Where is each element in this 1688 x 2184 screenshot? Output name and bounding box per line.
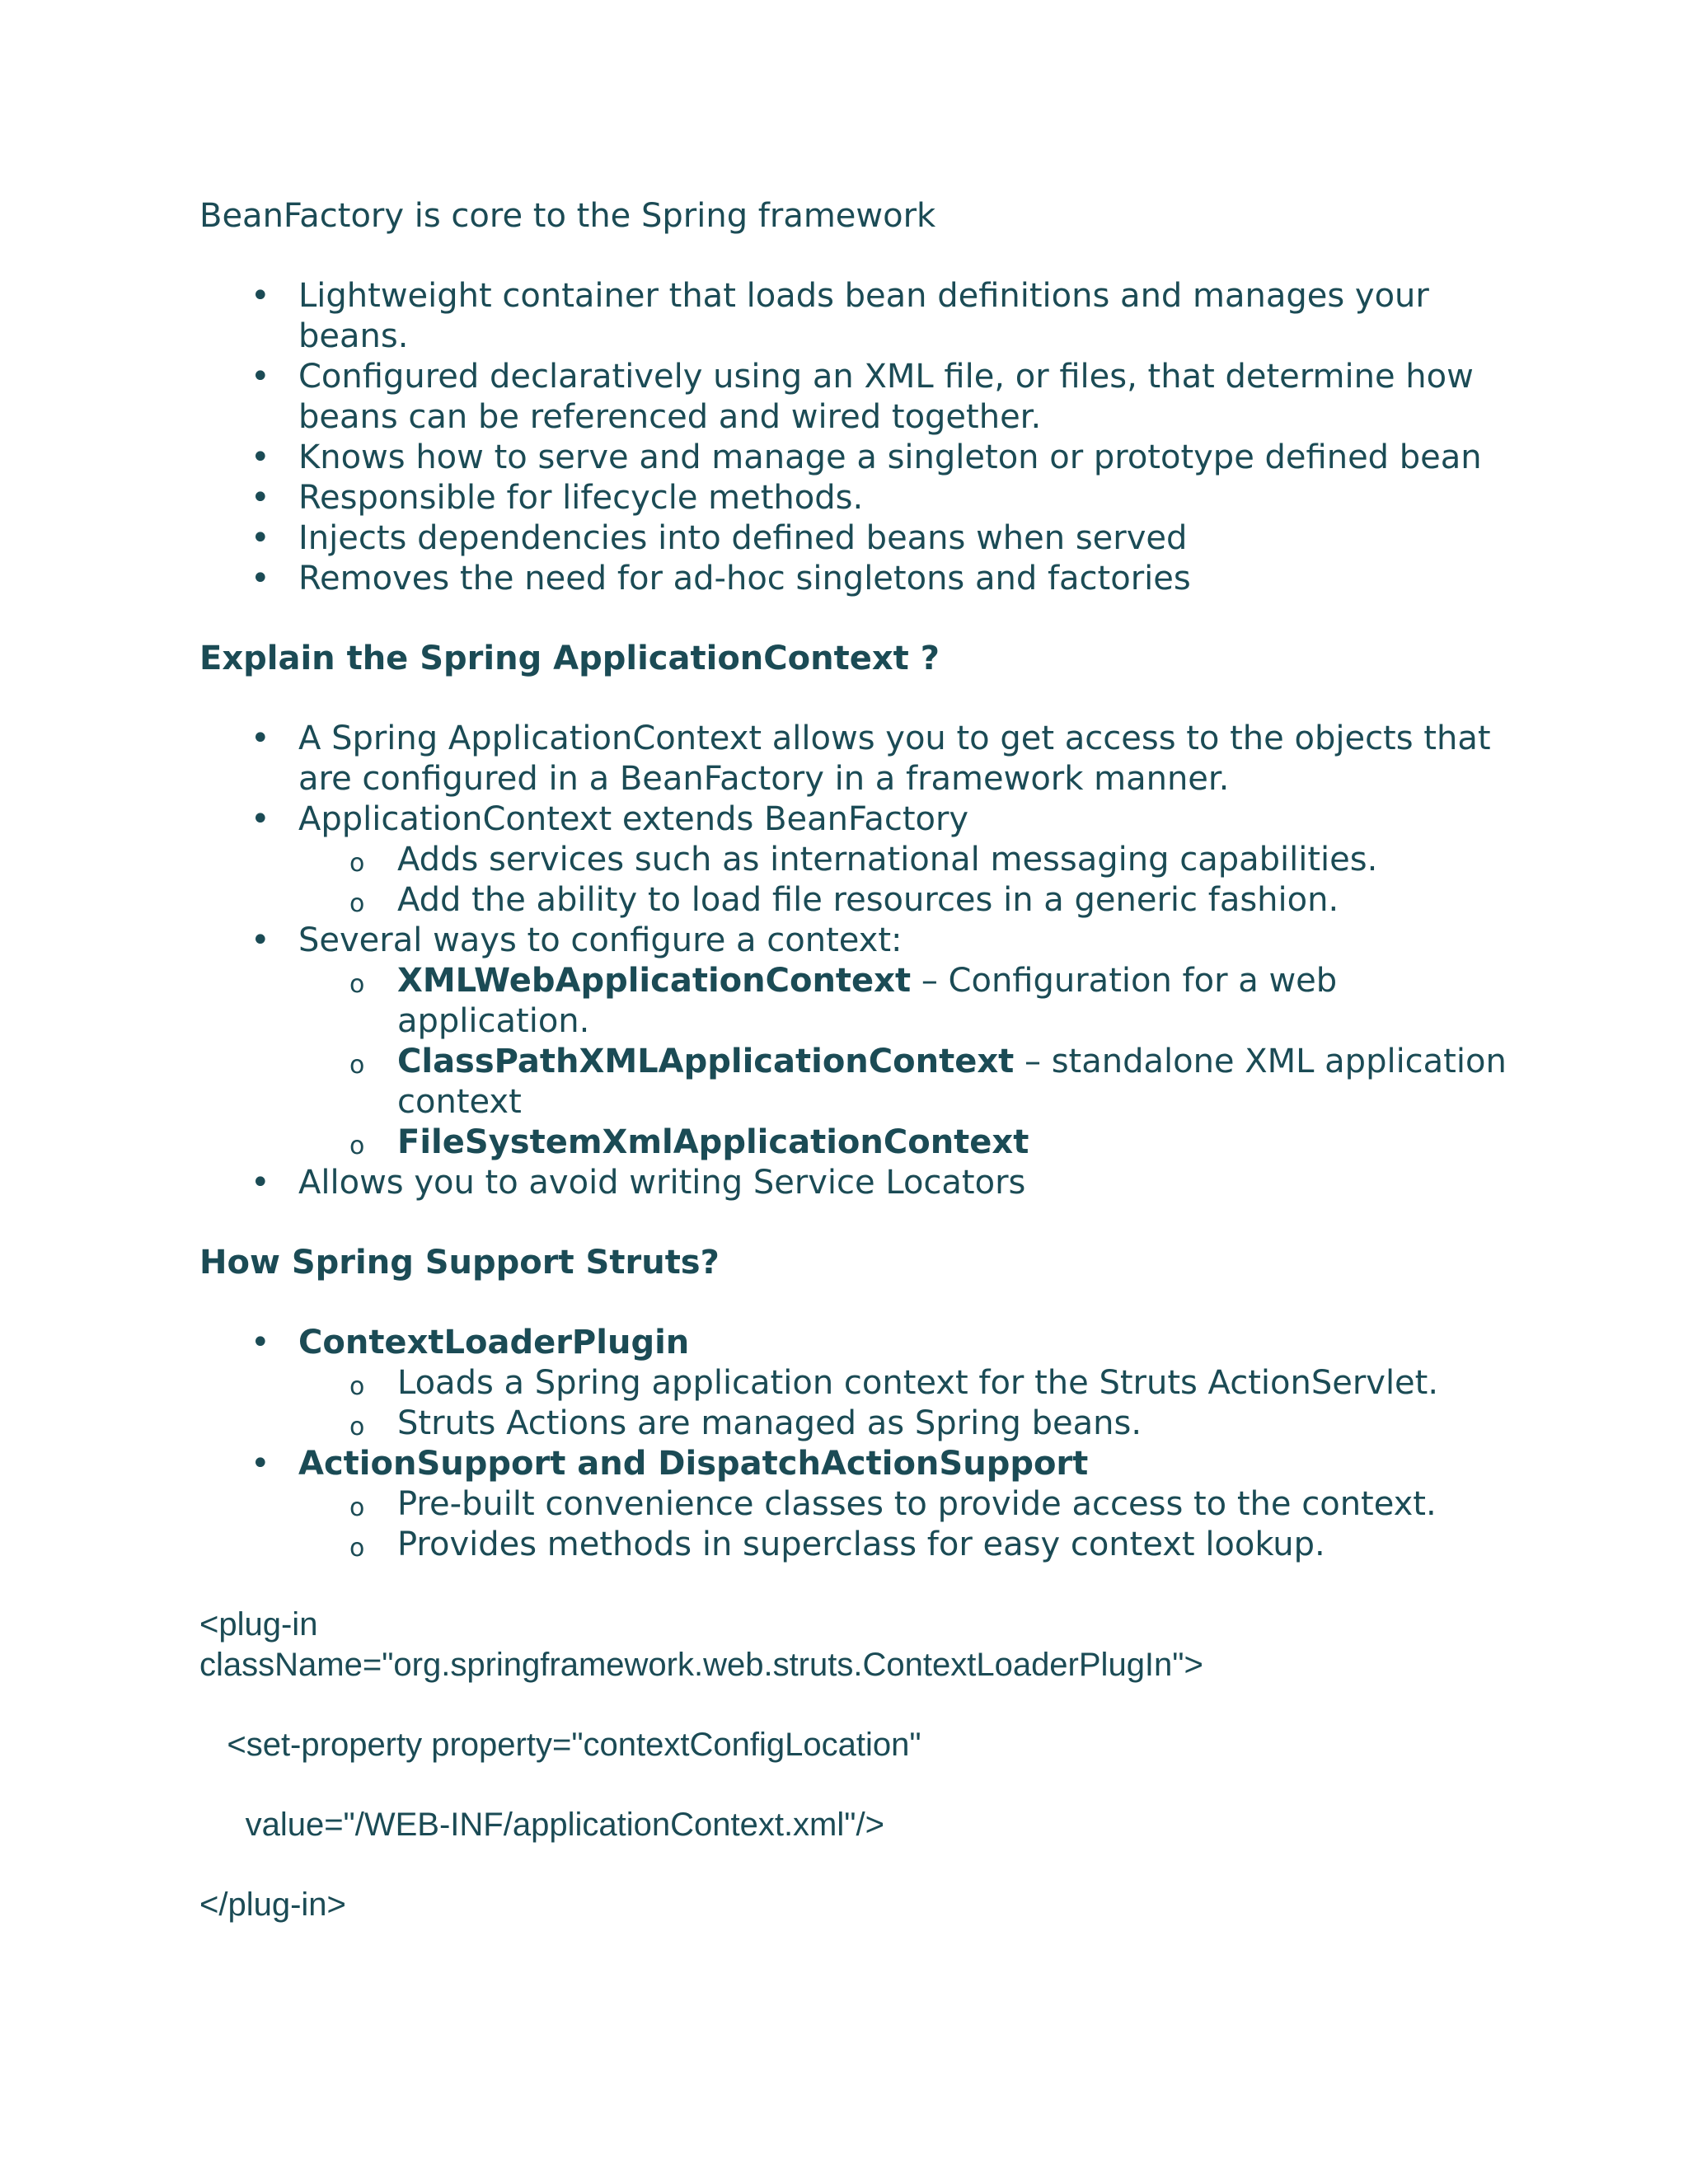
intro-text: BeanFactory is core to the Spring framework bbox=[199, 197, 936, 235]
applicationcontext-list bbox=[199, 719, 1510, 1203]
sub-list-item: o Pre-built convenience classes to provide access to the context. bbox=[298, 1484, 1510, 1525]
context-class-name: ClassPathXMLApplicationContext bbox=[397, 1043, 1015, 1080]
bullet-icon: • bbox=[251, 1445, 270, 1483]
list-item: • ActionSupport and DispatchActionSupport o Pre-built convenience classes to provide access to the context. o Provides methods in superclass for easy context lookup. bbox=[199, 1444, 1510, 1565]
circle-bullet-icon: o bbox=[349, 1132, 365, 1160]
struts-list bbox=[199, 1323, 1510, 1565]
beanfactory-list bbox=[199, 276, 1510, 599]
bullet-icon: • bbox=[251, 800, 270, 838]
code-line: className="org.springframework.web.struts.ContextLoaderPlugIn"> bbox=[199, 1647, 1203, 1683]
context-class-name: XMLWebApplicationContext bbox=[397, 962, 912, 1000]
circle-bullet-icon: o bbox=[349, 1413, 365, 1441]
list-item: • Configured declaratively using an XML file, or files, that determine how beans can be referenced and wired together. bbox=[251, 358, 1474, 436]
bullet-icon: • bbox=[251, 560, 270, 598]
bullet-icon: • bbox=[251, 921, 270, 959]
circle-bullet-icon: o bbox=[349, 1534, 365, 1563]
document-page bbox=[199, 196, 1510, 1925]
context-class-name: FileSystemXmlApplicationContext bbox=[397, 1123, 1029, 1161]
list-item: • Several ways to configure a context: o XMLWebApplicationContext – Configuration for a web application. o ClassPathXMLApplicationContext – standalone XML application context o FileSystemXmlApplicationContext bbox=[199, 921, 1510, 1163]
code-line: value="/WEB-INF/applicationContext.xml"/> bbox=[199, 1807, 884, 1843]
bullet-icon: • bbox=[251, 519, 270, 557]
bullet-icon: • bbox=[251, 719, 270, 757]
sub-list-item: o Loads a Spring application context for the Struts ActionServlet. bbox=[298, 1363, 1510, 1404]
circle-bullet-icon: o bbox=[349, 849, 365, 878]
sub-list bbox=[298, 1484, 1510, 1565]
code-line: <plug-in bbox=[199, 1606, 318, 1643]
bullet-icon: • bbox=[251, 1324, 270, 1361]
bullet-icon: • bbox=[251, 358, 270, 396]
sub-list-item bbox=[298, 1122, 1510, 1163]
list-item: • Knows how to serve and manage a singleton or prototype defined bean bbox=[251, 438, 1482, 476]
list-item: • Injects dependencies into defined beans when served bbox=[251, 519, 1188, 557]
bullet-icon: • bbox=[251, 277, 270, 315]
sub-list-item: o XMLWebApplicationContext – Configuration for a web application. bbox=[349, 962, 1338, 1040]
sub-list-item: o Add the ability to load file resources in a generic fashion. bbox=[298, 880, 1510, 921]
sub-list bbox=[298, 1363, 1510, 1444]
circle-bullet-icon: o bbox=[349, 1493, 365, 1522]
circle-bullet-icon: o bbox=[349, 889, 365, 918]
code-line: </plug-in> bbox=[199, 1886, 346, 1923]
sub-list-item: o Adds services such as international messaging capabilities. bbox=[298, 840, 1510, 880]
code-line: <set-property property="contextConfigLocation" bbox=[199, 1727, 921, 1763]
list-item: • ApplicationContext extends BeanFactory o Adds services such as international messaging capabilities. o Add the ability to load file resources in a generic fashion. bbox=[199, 799, 1510, 921]
sub-list-item: o ClassPathXMLApplicationContext – standalone XML application context bbox=[349, 1043, 1507, 1121]
section-heading-struts: How Spring Support Struts? bbox=[199, 1244, 720, 1282]
bullet-icon: • bbox=[251, 479, 270, 517]
xml-config-snippet bbox=[199, 1605, 1510, 1925]
section-heading-applicationcontext: Explain the Spring ApplicationContext ? bbox=[199, 640, 940, 677]
list-item: • Allows you to avoid writing Service Locators bbox=[251, 1164, 1026, 1202]
list-item: • ContextLoaderPlugin o Loads a Spring application context for the Struts ActionServlet. o Struts Actions are managed as Spring beans. bbox=[199, 1323, 1510, 1444]
circle-bullet-icon: o bbox=[349, 1372, 365, 1401]
sub-list bbox=[298, 961, 1510, 1163]
sub-list-item: o Provides methods in superclass for easy context lookup. bbox=[298, 1525, 1510, 1565]
list-item: • Lightweight container that loads bean definitions and manages your beans. bbox=[251, 277, 1429, 355]
sub-list-item: o Struts Actions are managed as Spring beans. bbox=[298, 1404, 1510, 1444]
circle-bullet-icon: o bbox=[349, 1051, 365, 1080]
bullet-icon: • bbox=[251, 438, 270, 476]
list-item: • Removes the need for ad-hoc singletons and factories bbox=[251, 560, 1191, 598]
list-item: • Responsible for lifecycle methods. bbox=[251, 479, 864, 517]
list-item: • A Spring ApplicationContext allows you to get access to the objects that are configured in a BeanFactory in a framework manner. bbox=[251, 719, 1491, 798]
sub-list bbox=[298, 840, 1510, 921]
bullet-icon: • bbox=[251, 1164, 270, 1202]
circle-bullet-icon: o bbox=[349, 970, 365, 999]
